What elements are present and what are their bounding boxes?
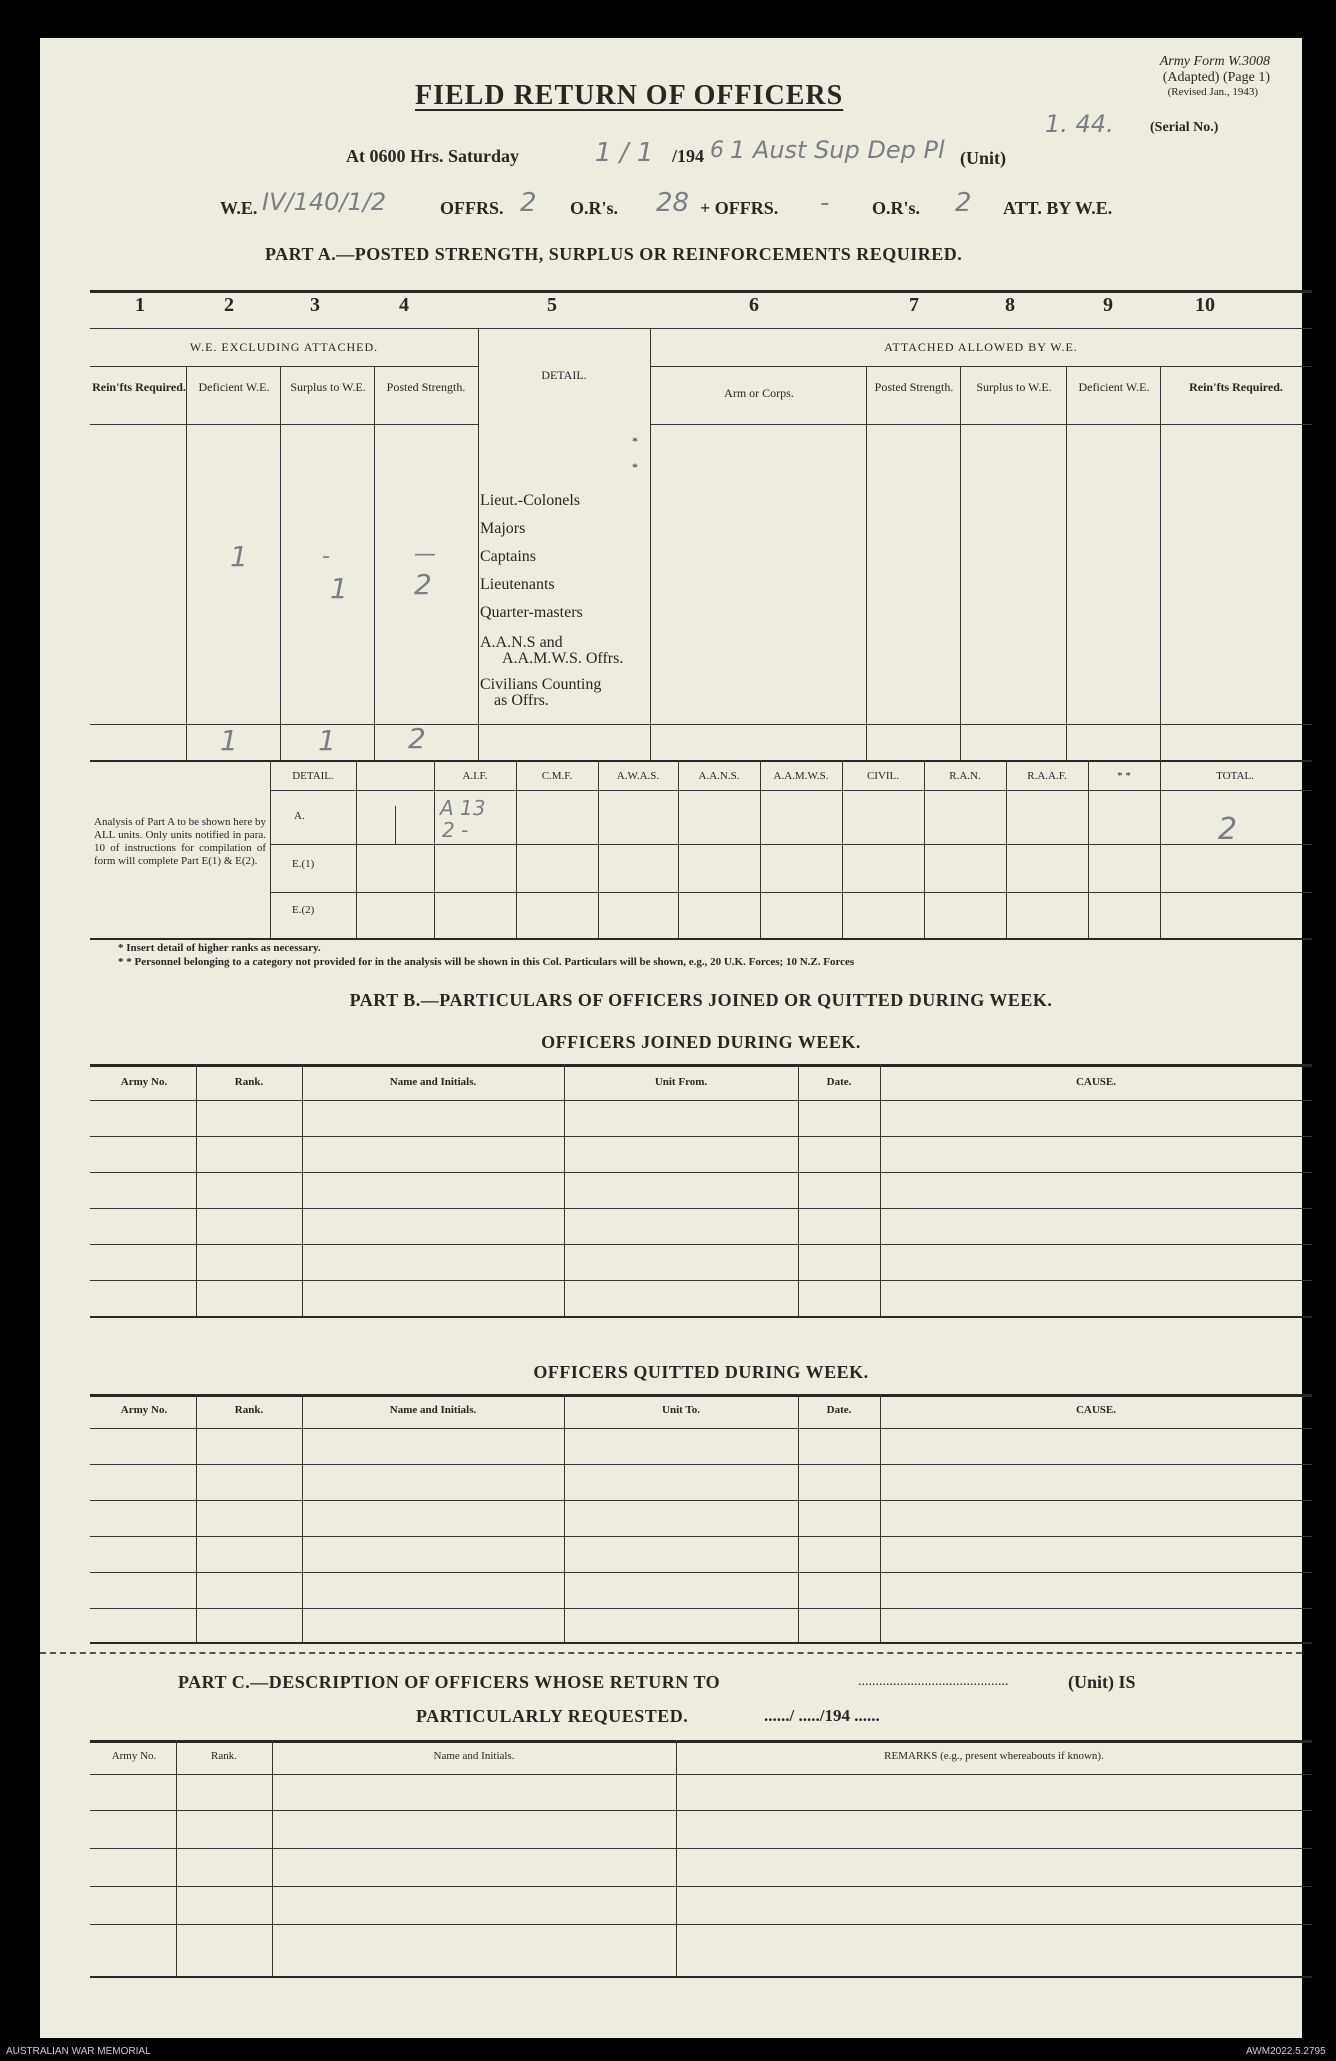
offrs-handwritten: 2 (520, 188, 537, 218)
aif-hand-top: A 13 (440, 796, 486, 820)
footnote-1: * Insert detail of higher ranks as necessary. (118, 942, 321, 954)
quitted-header-army-no: Army No. (120, 1404, 168, 1416)
hand-surplus-lt: 1 (330, 572, 348, 605)
quitted-header-name: Name and Initials. (389, 1404, 477, 1416)
rank-majors: Majors (480, 520, 526, 537)
year-handwritten: 6 (710, 138, 724, 163)
star-marker-2: * (632, 460, 638, 474)
rank-aans: A.A.N.S and (480, 634, 563, 651)
col-num-10: 10 (1195, 294, 1215, 316)
form-title: FIELD RETURN OF OFFICERS (415, 80, 844, 111)
analysis-header-civil: CIVIL. (866, 770, 900, 782)
analysis-row-a: A. (294, 810, 305, 822)
analysis-header-awas: A.W.A.S. (616, 770, 660, 782)
quitted-title: OFFICERS QUITTED DURING WEEK. (533, 1362, 869, 1382)
surplus-header: Surplus to W.E. (290, 380, 366, 394)
part-c-date: ....../ ...../194 ...... (764, 1706, 880, 1725)
deficient-header: Deficient W.E. (198, 380, 270, 394)
hand-deficient: 1 (230, 540, 248, 573)
joined-header-rank: Rank. (234, 1076, 264, 1088)
col-num-7: 7 (909, 294, 919, 316)
footer-right: AWM2022.5.2795 (1246, 2046, 1326, 2057)
plus-offrs-handwritten: - (820, 188, 830, 218)
form-page (40, 38, 1302, 2038)
analysis-header-aif: A.I.F. (462, 770, 488, 782)
ors-label: O.R's. (570, 198, 619, 218)
rank-qm: Quarter-masters (480, 604, 583, 621)
revised-label: (Revised Jan., 1943) (1167, 86, 1258, 98)
at-time-label: At 0600 Hrs. Saturday (346, 146, 520, 166)
analysis-header-aamws: A.A.M.W.S. (773, 770, 829, 782)
date-handwritten: 1 / 1 (595, 138, 654, 168)
col-num-8: 8 (1005, 294, 1015, 316)
footer-left: AUSTRALIAN WAR MEMORIAL (6, 2046, 151, 2057)
analysis-row-e1: E.(1) (292, 858, 315, 870)
part-c-line1: PART C.—DESCRIPTION OF OFFICERS WHOSE RETURN TO (178, 1672, 721, 1692)
hand-total-deficient: 1 (220, 724, 238, 757)
hand-total-surplus: 1 (318, 724, 336, 757)
serial-label: (Serial No.) (1150, 120, 1219, 135)
hand-posted-lt: 2 (414, 568, 432, 601)
col-num-9: 9 (1103, 294, 1113, 316)
rank-aamws: A.A.M.W.S. Offrs. (502, 650, 624, 667)
col-num-3: 3 (310, 294, 320, 316)
quitted-header-cause: CAUSE. (1075, 1404, 1117, 1416)
analysis-header-detail: DETAIL. (292, 770, 334, 782)
plus-offrs-label: + OFFRS. (700, 198, 779, 218)
army-form-label: Army Form W.3008 (1159, 54, 1270, 69)
star-marker-1: * (632, 434, 638, 448)
rank-civilians: Civilians Counting (480, 676, 602, 693)
analysis-header-cmf: C.M.F. (541, 770, 573, 782)
adapted-label: (Adapted) (Page 1) (1162, 70, 1270, 85)
quitted-header-date: Date. (826, 1404, 852, 1416)
quitted-header-unit-to: Unit To. (662, 1404, 700, 1416)
detail-header: DETAIL. (541, 368, 587, 382)
ors2-label: O.R's. (872, 198, 921, 218)
part-c-unit-is: (Unit) IS (1068, 1672, 1136, 1692)
analysis-header-total: TOTAL. (1216, 770, 1254, 782)
unit-label: (Unit) (960, 148, 1006, 168)
joined-header-date: Date. (826, 1076, 852, 1088)
analysis-row-e2: E.(2) (292, 904, 315, 916)
hand-posted-capt: — (414, 542, 436, 567)
col-num-1: 1 (135, 294, 145, 316)
part-c-header-name: Name and Initials. (433, 1750, 515, 1762)
footnote-2: * * Personnel belonging to a category not provided for in the analysis will be shown in this Col. Particulars will be shown, e.g., 20 U.K. Forces; 10 N.Z. Forces (118, 956, 855, 968)
part-a-title: PART A.—POSTED STRENGTH, SURPLUS OR REINFORCEMENTS REQUIRED. (265, 244, 963, 264)
deficient2-header: Deficient W.E. (1078, 380, 1150, 394)
quitted-header-rank: Rank. (234, 1404, 264, 1416)
analysis-note: Analysis of Part A to be shown here by ALL units. Only units notified in para. 10 of instructions for compilation of form will complete Part E(1) & E(2). (94, 816, 266, 867)
joined-header-unit-from: Unit From. (654, 1076, 708, 1088)
rank-captains: Captains (480, 548, 536, 565)
posted-header: Posted Strength. (386, 380, 466, 394)
joined-header-army-no: Army No. (120, 1076, 168, 1088)
rank-lt-col: Lieut.-Colonels (480, 492, 580, 509)
analysis-header-other: * * (1117, 770, 1131, 782)
joined-title: OFFICERS JOINED DURING WEEK. (541, 1032, 861, 1052)
analysis-total-hand: 2 (1218, 812, 1238, 847)
aif-hand-bottom: 2 - (442, 818, 469, 842)
analysis-header-ran: R.A.N. (949, 770, 981, 782)
unit-handwritten: 1 Aust Sup Dep Pl (730, 136, 945, 164)
attached-allowed-header: ATTACHED ALLOWED BY W.E. (884, 340, 1078, 354)
offrs-label: OFFRS. (440, 198, 504, 218)
ors-handwritten: 28 (656, 188, 690, 218)
col-num-4: 4 (399, 294, 409, 316)
part-c-header-rank: Rank. (211, 1750, 237, 1762)
part-c-line2: PARTICULARLY REQUESTED. (416, 1706, 689, 1726)
col-num-5: 5 (547, 294, 557, 316)
rank-as-offrs: as Offrs. (494, 692, 549, 709)
arm-corps-header: Arm or Corps. (724, 386, 794, 400)
ors2-handwritten: 2 (955, 188, 972, 218)
we-label: W.E. (220, 198, 258, 218)
surplus2-header: Surplus to W.E. (976, 380, 1052, 394)
reinfts-header: Rein'fts Required. (92, 380, 186, 394)
part-c-header-remarks: REMARKS (e.g., present whereabouts if known). (884, 1750, 1104, 1762)
joined-header-cause: CAUSE. (1075, 1076, 1117, 1088)
hand-surplus-capt: - (322, 544, 330, 569)
serial-handwritten: 1. 44. (1045, 110, 1114, 138)
reinfts2-header: Rein'fts Required. (1189, 380, 1283, 394)
part-c-dots: ........................................... (858, 1674, 1009, 1689)
hand-total-posted: 2 (408, 722, 426, 755)
part-b-title: PART B.—PARTICULARS OF OFFICERS JOINED OR QUITTED DURING WEEK. (349, 990, 1053, 1010)
posted2-header: Posted Strength. (874, 380, 954, 394)
col-num-2: 2 (224, 294, 234, 316)
year-prefix: /194 (672, 146, 705, 166)
analysis-header-aans: A.A.N.S. (698, 770, 740, 782)
we-handwritten: IV/140/1/2 (262, 188, 387, 216)
analysis-header-raaf: R.A.A.F. (1027, 770, 1067, 782)
col-num-6: 6 (749, 294, 759, 316)
rank-lieutenants: Lieutenants (480, 576, 555, 593)
part-c-header-army-no: Army No. (111, 1750, 157, 1762)
att-label: ATT. BY W.E. (1003, 198, 1113, 218)
we-excluding-header: W.E. EXCLUDING ATTACHED. (189, 340, 379, 354)
joined-header-name: Name and Initials. (389, 1076, 477, 1088)
